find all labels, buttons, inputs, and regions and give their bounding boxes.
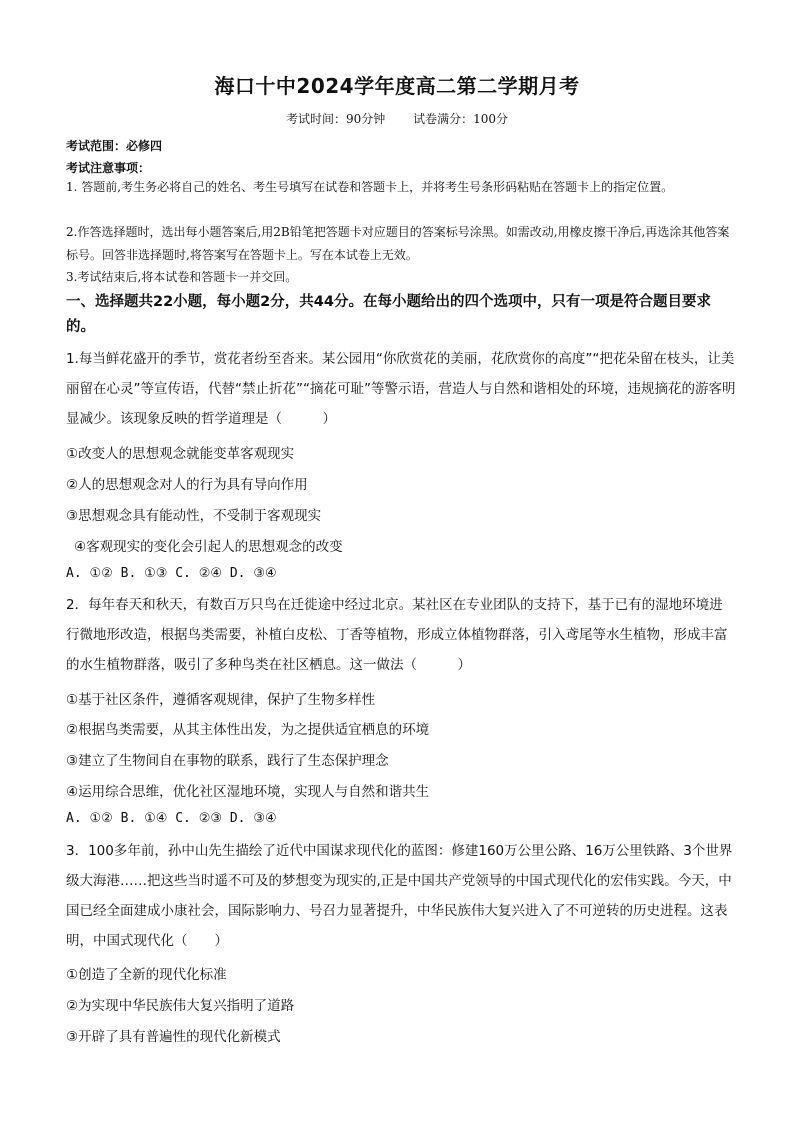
- question-1-options: A. ①② B. ①③ C. ②④ D. ③④: [66, 566, 277, 581]
- question-3-item: ③开辟了具有普遍性的现代化新模式: [66, 1029, 281, 1045]
- section-heading: 一、选择题共22小题，每小题2分，共44分。在每小题给出的四个选项中，只有一项是符合题目要求的。: [66, 294, 711, 335]
- question-3-item: ①创造了全新的现代化标准: [66, 967, 227, 983]
- exam-scope: 考试范围：必修四: [66, 139, 163, 153]
- exam-score: 试卷满分：100分: [413, 112, 508, 126]
- question-2-item: ④运用综合思维，优化社区湿地环境，实现人与自然和谐共生: [66, 784, 430, 800]
- notice-1: 1. 答题前,考生务必将自己的姓名、考生号填写在试卷和答题卡上，并将考生号条形码粘贴在答题卡上的指定位置。: [66, 180, 674, 194]
- question-2-item: ②根据鸟类需要，从其主体性出发，为之提供适宜栖息的环境: [66, 722, 430, 738]
- notice-title: 考试注意事项：: [66, 161, 151, 175]
- question-2-item: ③建立了生物间自在事物的联系，践行了生态保护理念: [66, 753, 389, 769]
- question-1-item: ④客观现实的变化会引起人的思想观念的改变: [74, 539, 343, 555]
- question-1-item: ③思想观念具有能动性，不受制于客观现实: [66, 508, 322, 524]
- notice-2: 2.作答选择题时，选出每小题答案后,用2B铅笔把答题卡对应题目的答案标号涂黑。如需改动,用橡皮擦干净后,再选涂其他答案标号。回答非选择题时,将答案写在答题卡上。写在本试卷上无效。: [66, 225, 730, 262]
- question-2-options: A. ①② B. ①④ C. ②③ D. ③④: [66, 811, 277, 826]
- question-1-stem: 1.每当鲜花盛开的季节，赏花者纷至沓来。某公园用“你欣赏花的美丽，花欣赏你的高度”“把花朵留在枝头，让美丽留在心灵”等宣传语，代替“禁止折花”“摘花可耻”等警示语，营造人与自然和谐相处的环境，违规摘花的游客明显减少。该现象反映的哲学道理是（ ）: [66, 351, 736, 427]
- question-3-item: ②为实现中华民族伟大复兴指明了道路: [66, 998, 295, 1014]
- question-2-item: ①基于社区条件，遵循客观规律，保护了生物多样性: [66, 692, 376, 708]
- exam-time: 考试时间：90分钟: [285, 112, 386, 126]
- question-1-item: ①改变人的思想观念就能变革客观现实: [66, 446, 295, 462]
- notice-3: 3.考试结束后,将本试卷和答题卡一并交回。: [66, 270, 298, 284]
- exam-title: 海口十中2024学年度高二第二学期月考: [214, 74, 580, 98]
- question-3-stem: 3．100多年前，孙中山先生描绘了近代中国谋求现代化的蓝图：修建160万公里公路、16万公里铁路、3个世界级大海港……把这些当时遥不可及的梦想变为现实的,正是中国共产党领导的中国式现代化的宏伟实践。今天，中国已经全面建成小康社会，国际影响力、号召力显著提升，中华民族伟大复兴进入了不可逆转的历史进程。这表明，中国式现代化（ ）: [66, 843, 733, 949]
- question-2-stem: 2．每年春天和秋天，有数百万只鸟在迁徙途中经过北京。某社区在专业团队的支持下，基于已有的湿地环境进行微地形改造，根据鸟类需要，补植白皮松、丁香等植物，形成立体植物群落，引入鸢尾等水生植物，形成丰富的水生植物群落，吸引了多种鸟类在社区栖息。这一做法（ ）: [66, 597, 728, 673]
- exam-meta: [0, 110, 794, 127]
- question-1-item: ②人的思想观念对人的行为具有导向作用: [66, 477, 308, 493]
